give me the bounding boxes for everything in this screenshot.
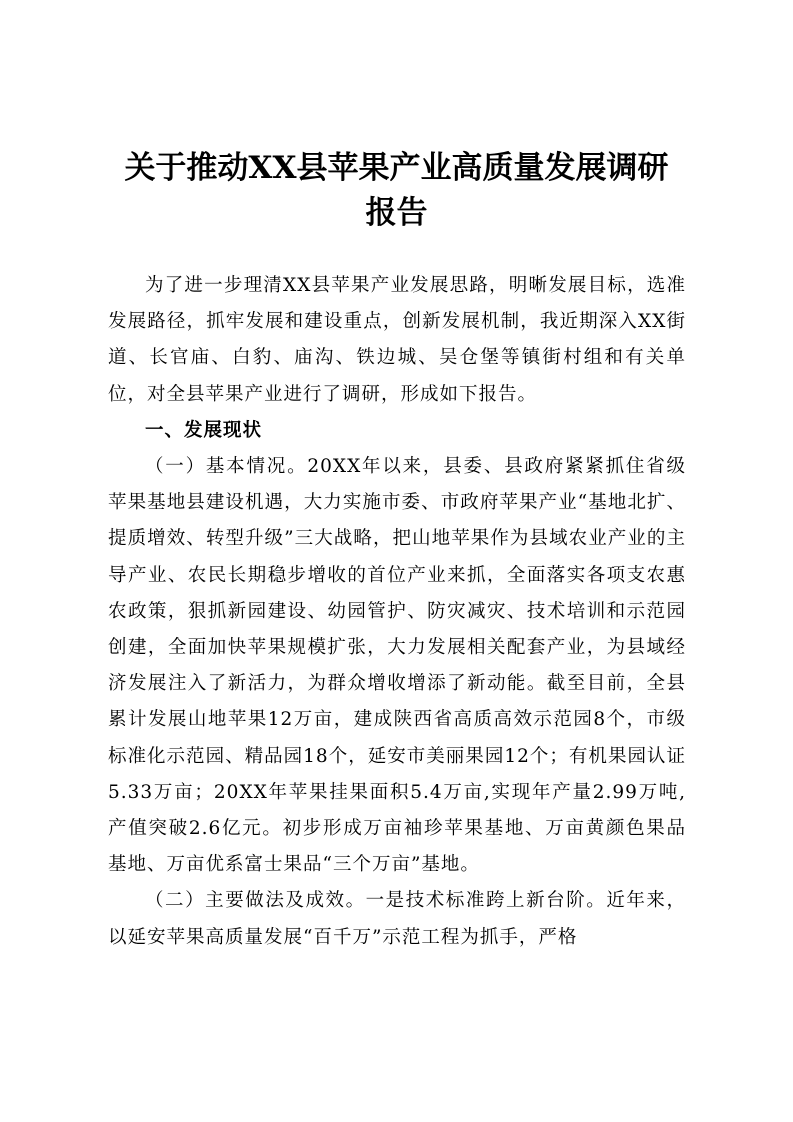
main-practices-paragraph: （二）主要做法及成效。一是技术标准跨上新台阶。近年来，以延安苹果高质量发展“百千万”示范工程为抓手，严格	[108, 890, 686, 948]
title-line-1: 关于推动XX县苹果产业高质量发展调研	[124, 150, 669, 186]
section-heading-status: 一、发展现状	[145, 419, 263, 441]
intro-paragraph: 为了进一步理清XX县苹果产业发展思路，明晰发展目标，选准发展路径，抓牢发展和建设重点，创新发展机制，我近期深入XX街道、长官庙、白豹、庙沟、铁边城、吴仓堡等镇街村组和有关单位，对全县苹果产业进行了调研，形成如下报告。	[108, 275, 686, 405]
title-line-2: 报告	[365, 195, 428, 231]
document-title	[100, 146, 693, 236]
document-body	[108, 268, 686, 956]
basic-situation-paragraph: （一）基本情况。20XX年以来，县委、县政府紧紧抓住省级苹果基地县建设机遇，大力实施市委、市政府苹果产业“基地北扩、提质增效、转型升级”三大战略，把山地苹果作为县域农业产业的主导产业、农民长期稳步增收的首位产业来抓，全面落实各项支农惠农政策，狠抓新园建设、幼园管护、防灾减灾、技术培训和示范园创建，全面加快苹果规模扩张，大力发展相关配套产业，为县域经济发展注入了新活力，为群众增收增添了新动能。截至目前，全县累计发展山地苹果12万亩，建成陕西省高质高效示范园8个，市级标准化示范园、精品园18个，延安市美丽果园12个；有机果园认证5.33万亩；20XX年苹果挂果面积5.4万亩,实现年产量2.99万吨,产值突破2.6亿元。初步形成万亩袖珍苹果基地、万亩黄颜色果品基地、万亩优系富士果品“三个万亩”基地。	[108, 456, 686, 876]
